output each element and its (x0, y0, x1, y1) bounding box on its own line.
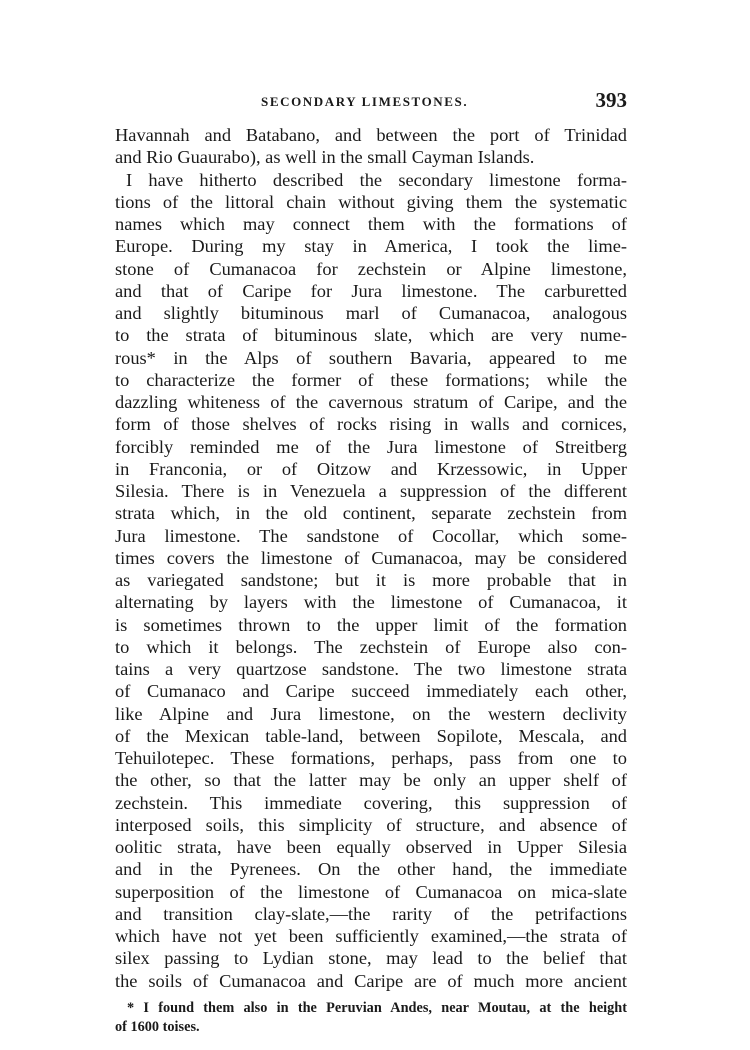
text-line: and slightly bituminous marl of Cumanacoa, analogous (115, 303, 627, 323)
text-line: superposition of the limestone of Cumanacoa on mica-slate (115, 881, 627, 902)
page-number: 393 (595, 88, 627, 112)
footnote (115, 999, 627, 1037)
text-line: alternating by layers with the limestone of Cumanacoa, it (115, 592, 627, 613)
text-line: and in the Pyrenees. On the other hand, the immediate (115, 859, 627, 880)
text-line: silex passing to Lydian stone, may lead to the belief that (115, 948, 627, 969)
text-line: zechstein. This immediate covering, this suppression of (115, 792, 627, 813)
text-line: names which may connect them with the formations of (115, 214, 627, 234)
text-line: the soils of Cumanacoa and Caripe are of much more ancient (115, 970, 627, 991)
text-line: strata which, in the old continent, separate zechstein from (115, 503, 627, 524)
text-line: stone of Cumanacoa for zechstein or Alpine limestone, (115, 258, 627, 279)
text-line: to the strata of bituminous slate, which are very nume- (115, 325, 627, 346)
text-line: to which it belongs. The zechstein of Europe also con- (115, 636, 627, 657)
text-line: oolitic strata, have been equally observed in Upper Silesia (115, 837, 627, 857)
text-line: in Franconia, or of Oitzow and Krzessowic, in Upper (115, 458, 627, 479)
text-line: which have not yet been sufficiently examined,—the strata of (115, 926, 627, 946)
running-head (115, 88, 627, 120)
footnote-line: * I found them also in the Peruvian Andes, near Moutau, at the height (127, 999, 627, 1016)
text-line: of Cumanaco and Caripe succeed immediately each other, (115, 681, 627, 702)
text-line: like Alpine and Jura limestone, on the western declivity (115, 703, 627, 724)
text-line: times covers the limestone of Cumanacoa, may be considered (115, 547, 627, 568)
text-line: and Rio Guaurabo), as well in the small Cayman Islands. (115, 147, 535, 168)
text-line: of the Mexican table-land, between Sopilote, Mescala, and (115, 725, 627, 746)
text-line: forcibly reminded me of the Jura limestone of Streitberg (115, 436, 627, 457)
text-line: Havannah and Batabano, and between the port of Trinidad (115, 125, 627, 145)
text-line: tions of the littoral chain without giving them the systematic (115, 191, 627, 212)
text-line: Jura limestone. The sandstone of Cocollar, which some- (115, 525, 627, 546)
text-line: is sometimes thrown to the upper limit of the formation (115, 614, 627, 635)
text-line: as variegated sandstone; but it is more probable that in (115, 570, 627, 590)
text-line: form of those shelves of rocks rising in walls and cornices, (115, 414, 627, 435)
text-line: and that of Caripe for Jura limestone. The carburetted (115, 280, 627, 301)
text-line: Europe. During my stay in America, I took the lime- (115, 236, 627, 257)
body-text (115, 124, 627, 992)
text-line: rous* in the Alps of southern Bavaria, appeared to me (115, 347, 627, 368)
text-line: dazzling whiteness of the cavernous stratum of Caripe, and the (115, 392, 627, 412)
text-line: and transition clay-slate,—the rarity of the petrifactions (115, 903, 627, 924)
text-line: Tehuilotepec. These formations, perhaps, pass from one to (115, 748, 627, 768)
text-line: to characterize the former of these formations; while the (115, 369, 627, 390)
running-title: SECONDARY LIMESTONES. (261, 94, 469, 109)
text-line: Silesia. There is in Venezuela a suppression of the different (115, 481, 627, 501)
text-line: interposed soils, this simplicity of structure, and absence of (115, 814, 627, 835)
text-line: I have hitherto described the secondary limestone forma- (126, 169, 627, 190)
text-line: the other, so that the latter may be only an upper shelf of (115, 770, 627, 791)
text-line: tains a very quartzose sandstone. The two limestone strata (115, 659, 627, 679)
footnote-line: of 1600 toises. (115, 1018, 200, 1035)
book-page (115, 88, 627, 1037)
